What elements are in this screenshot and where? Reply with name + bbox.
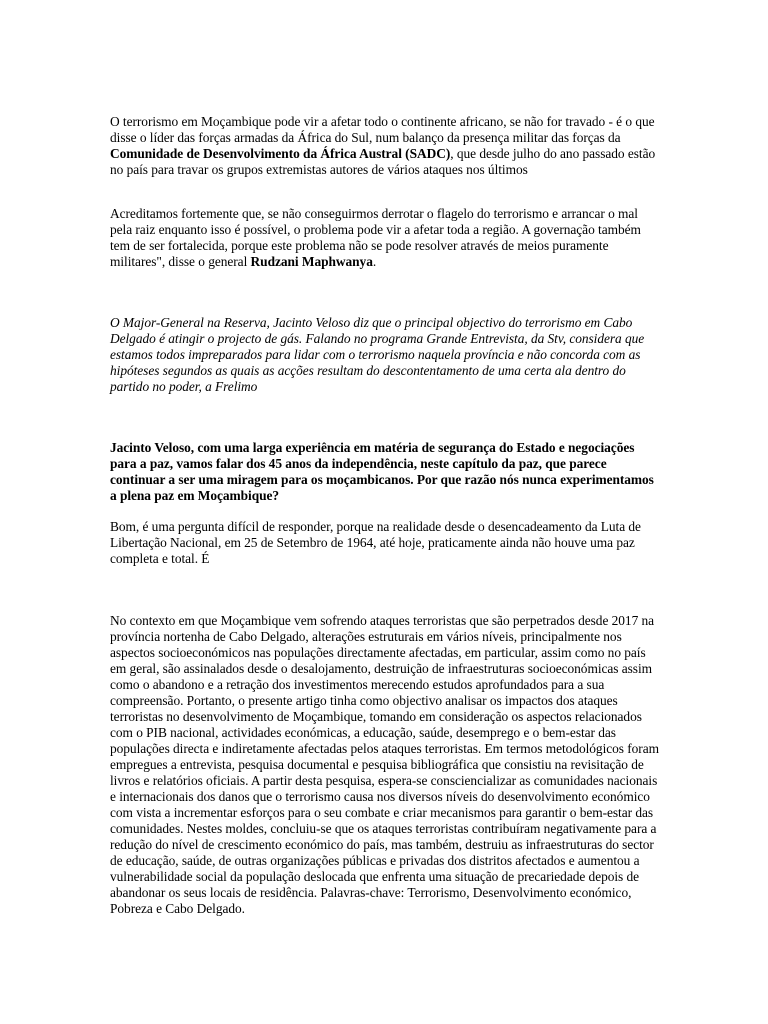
document-page xyxy=(110,0,660,1024)
paragraph-quote-text-start: Acreditamos fortemente que, se não conseguirmos derrotar o flagelo do terrorismo e arrancar o mal pela raiz enquanto isso é possível, o problema pode vir a afetar toda a região. A governação também tem de ser fortalecida, porque este problema não se pode resolver através de meios puramente militares", disse o general xyxy=(110,206,641,269)
paragraph-interview-answer: Bom, é uma pergunta difícil de responder, porque na realidade desde o desencadeamento da Luta de Libertação Nacional, em 25 de Setembro de 1964, até hoje, praticamente ainda não houve uma paz completa e total. É xyxy=(110,519,641,566)
paragraph-italic-summary: O Major-General na Reserva, Jacinto Veloso diz que o principal objectivo do terrorismo em Cabo Delgado é atingir o projecto de gás. Falando no programa Grande Entrevista, da Stv, considera que estamos todos impreparados para lidar com o terrorismo naquela província e não concorda com as hipóteses segundos as quais as acções resultam do descontentamento de uma certa ala dentro do partido no poder, a Frelimo xyxy=(110,315,645,394)
paragraph-abstract: No contexto em que Moçambique vem sofrendo ataques terroristas que são perpetrados desde 2017 na província nortenha de Cabo Delgado, alterações estruturais em vários níveis, principalmente nos aspectos socioeconómicos nas populações directamente afectadas, em particular, assim como no país em geral, são assinalados desde o desalojamento, destruição de infraestruturas socioeconómicas assim como o abandono e a retração dos investimentos merecendo estudos aprofundados para a sua compreensão. Portanto, o presente artigo tinha como objectivo analisar os impactos dos ataques terroristas no desenvolvimento de Moçambique, tomando em consideração os aspectos relacionados com o PIB nacional, actividades económicas, a educação, saúde, desemprego e o bem-estar das populações directa e indiretamente afectadas pelos ataques terroristas. Em termos metodológicos foram empregues a entrevista, pesquisa documental e pesquisa bibliográfica que consistiu na revisitação de livros e relatórios oficiais. A partir desta pesquisa, espera-se consciencializar as comunidades nacionais e internacionais dos danos que o terrorismo causa nos diversos níveis do desenvolvimento económico com vista a incrementar esforços para o seu combate e criar mecanismos para garantir o bem-estar das comunidades. Nestes moldes, concluiu-se que os ataques terroristas contribuíram negativamente para a redução do nível de crescimento económico do país, mas também, destruiu as infraestruturas do sector de educação, saúde, de outras organizações públicas e privadas dos distritos afectados e aumentou a vulnerabilidade social da população deslocada que enfrenta uma situação de precariedade depois de abandonar os seus locais de residência. Palavras-chave: Terrorismo, Desenvolvimento económico, Pobreza e Cabo Delgado. xyxy=(110,613,659,916)
paragraph-quote-text-end: . xyxy=(372,254,377,269)
paragraph-sadc-text-end: , que desde julho do ano passado estão no país para travar os grupos extremistas autores de vários ataques nos últimos xyxy=(110,146,656,177)
general-name: Rudzani Maphwanya xyxy=(250,254,373,269)
paragraph-sadc-text-start: O terrorismo em Moçambique pode vir a afetar todo o continente africano, se não for travado - é o que disse o líder das forças armadas da África do Sul, num balanço da presença militar das forças da xyxy=(110,114,655,145)
paragraph-quote xyxy=(110,206,660,270)
paragraph-sadc xyxy=(110,114,660,178)
sadc-org-name: Comunidade de Desenvolvimento da África Austral (SADC) xyxy=(110,146,451,161)
paragraph-interview-question: Jacinto Veloso, com uma larga experiência em matéria de segurança do Estado e negociações para a paz, vamos falar dos 45 anos da independência, neste capítulo da paz, que parece continuar a ser uma miragem para os moçambicanos. Por que razão nós nunca experimentamos a plena paz em Moçambique? xyxy=(110,440,654,503)
